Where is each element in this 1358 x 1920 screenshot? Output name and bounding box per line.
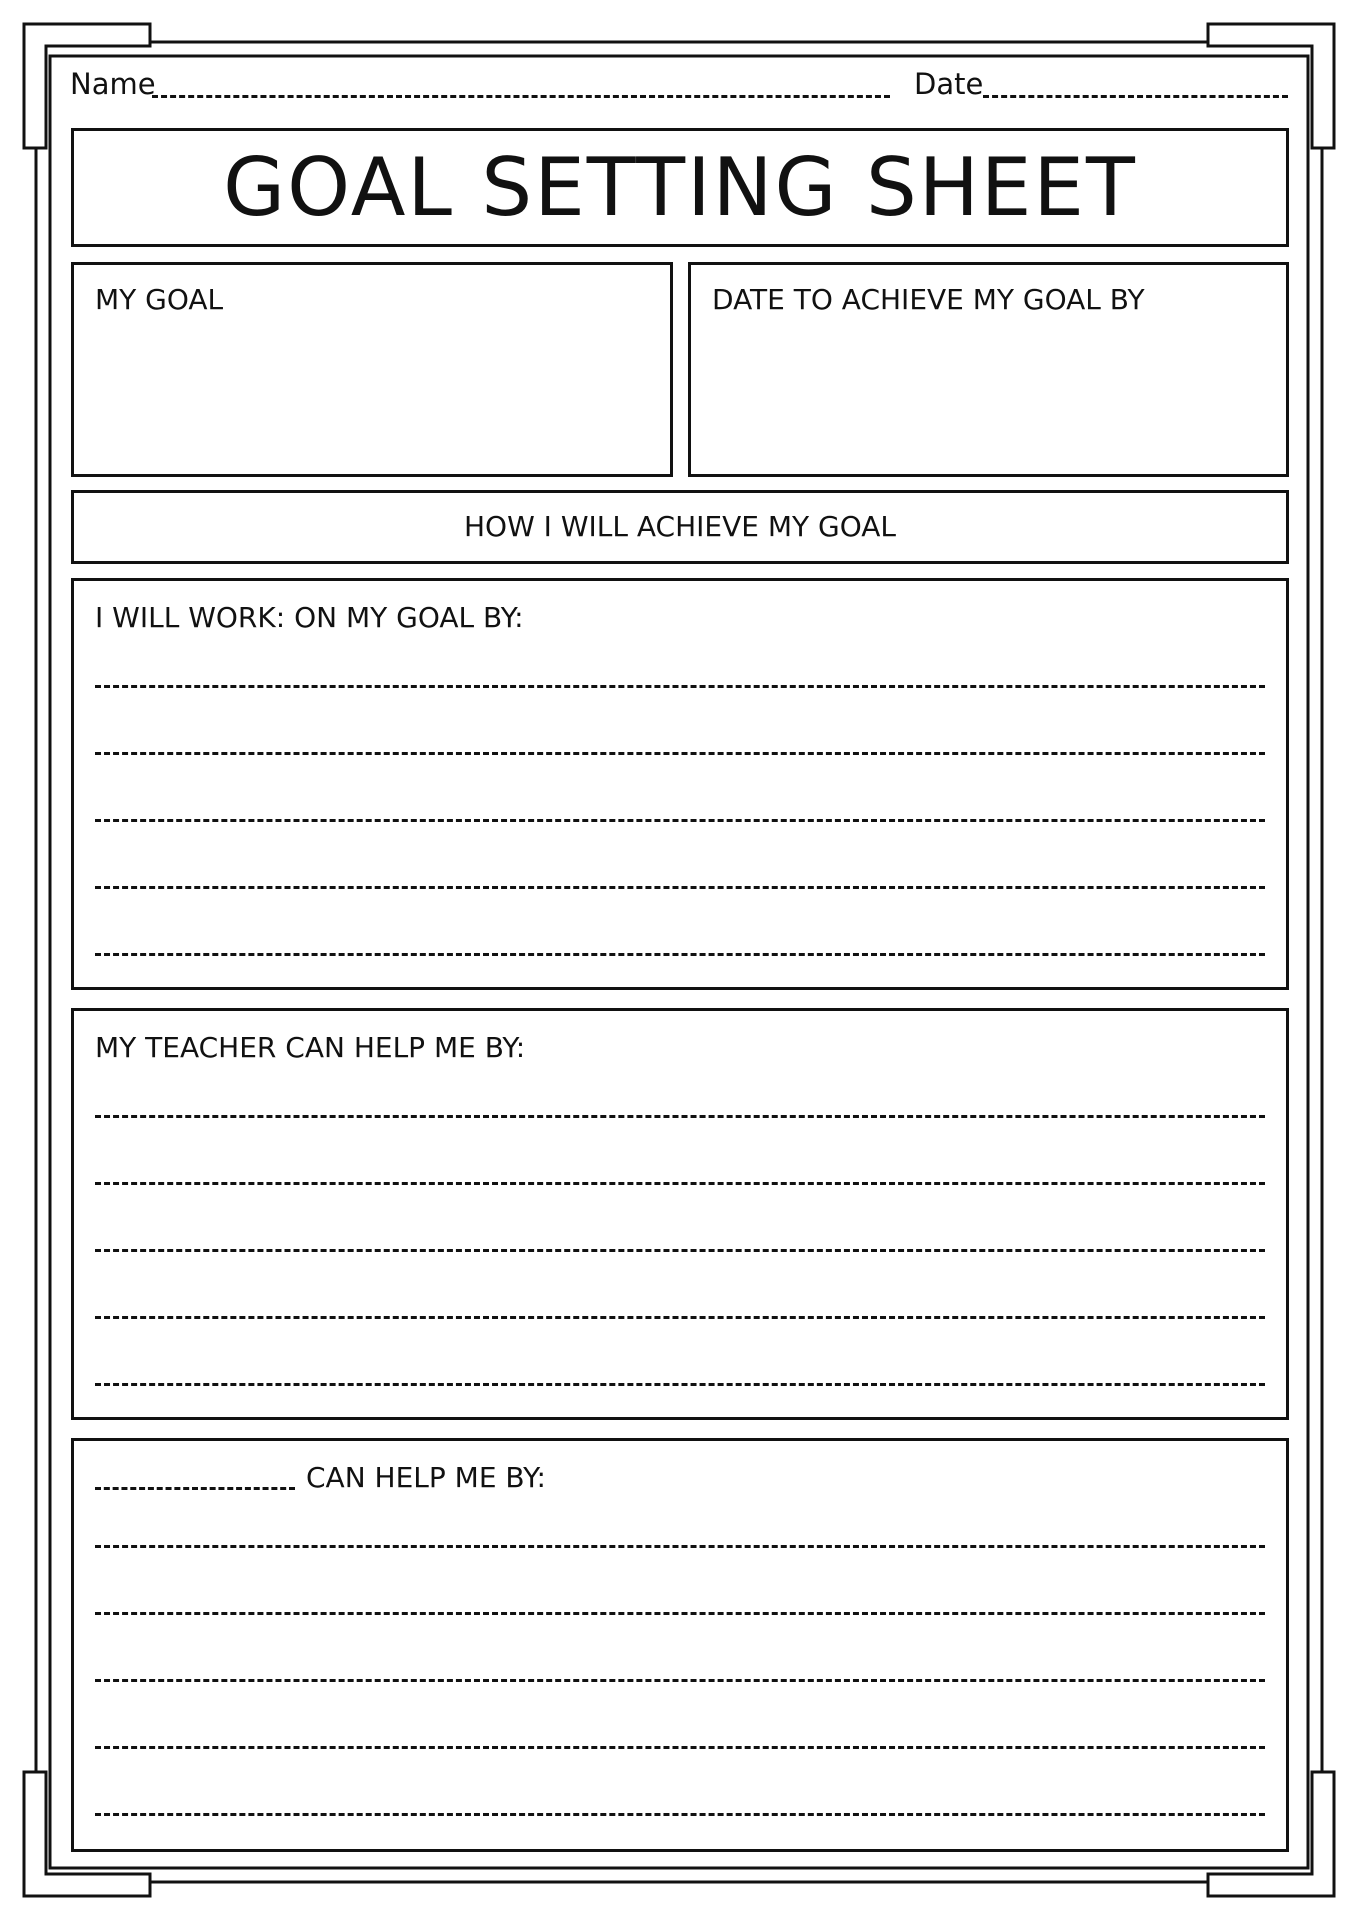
- work-answer-line[interactable]: [95, 752, 1265, 755]
- work-answer-line[interactable]: [95, 685, 1265, 688]
- how-banner: [71, 490, 1289, 564]
- work-answer-line[interactable]: [95, 819, 1265, 822]
- teacher-section-label: MY TEACHER CAN HELP ME BY:: [95, 1031, 526, 1064]
- name-label: Name: [70, 67, 156, 101]
- helper-name-field[interactable]: [95, 1487, 295, 1490]
- teacher-answer-line[interactable]: [95, 1383, 1265, 1386]
- helper-section: [71, 1438, 1289, 1852]
- teacher-answer-line[interactable]: [95, 1249, 1265, 1252]
- helper-answer-line[interactable]: [95, 1746, 1265, 1749]
- helper-answer-line[interactable]: [95, 1545, 1265, 1548]
- helper-answer-line[interactable]: [95, 1612, 1265, 1615]
- goal-date-label: DATE TO ACHIEVE MY GOAL BY: [712, 283, 1145, 316]
- title-box: [71, 128, 1289, 247]
- teacher-answer-line[interactable]: [95, 1316, 1265, 1319]
- work-section-label: I WILL WORK: ON MY GOAL BY:: [95, 601, 524, 634]
- helper-section-label: CAN HELP ME BY:: [306, 1461, 546, 1494]
- helper-answer-line[interactable]: [95, 1679, 1265, 1682]
- date-field[interactable]: [983, 95, 1288, 98]
- work-section: [71, 578, 1289, 990]
- work-answer-line[interactable]: [95, 953, 1265, 956]
- teacher-answer-line[interactable]: [95, 1115, 1265, 1118]
- teacher-answer-line[interactable]: [95, 1182, 1265, 1185]
- date-label: Date: [914, 67, 984, 101]
- how-banner-text: HOW I WILL ACHIEVE MY GOAL: [463, 510, 896, 543]
- page-title: GOAL SETTING SHEET: [223, 140, 1137, 234]
- helper-answer-line[interactable]: [95, 1813, 1265, 1816]
- my-goal-label: MY GOAL: [95, 283, 224, 316]
- teacher-section: [71, 1008, 1289, 1420]
- my-goal-box[interactable]: [71, 262, 673, 477]
- name-field[interactable]: [152, 95, 890, 98]
- work-answer-line[interactable]: [95, 886, 1265, 889]
- goal-date-box[interactable]: [688, 262, 1289, 477]
